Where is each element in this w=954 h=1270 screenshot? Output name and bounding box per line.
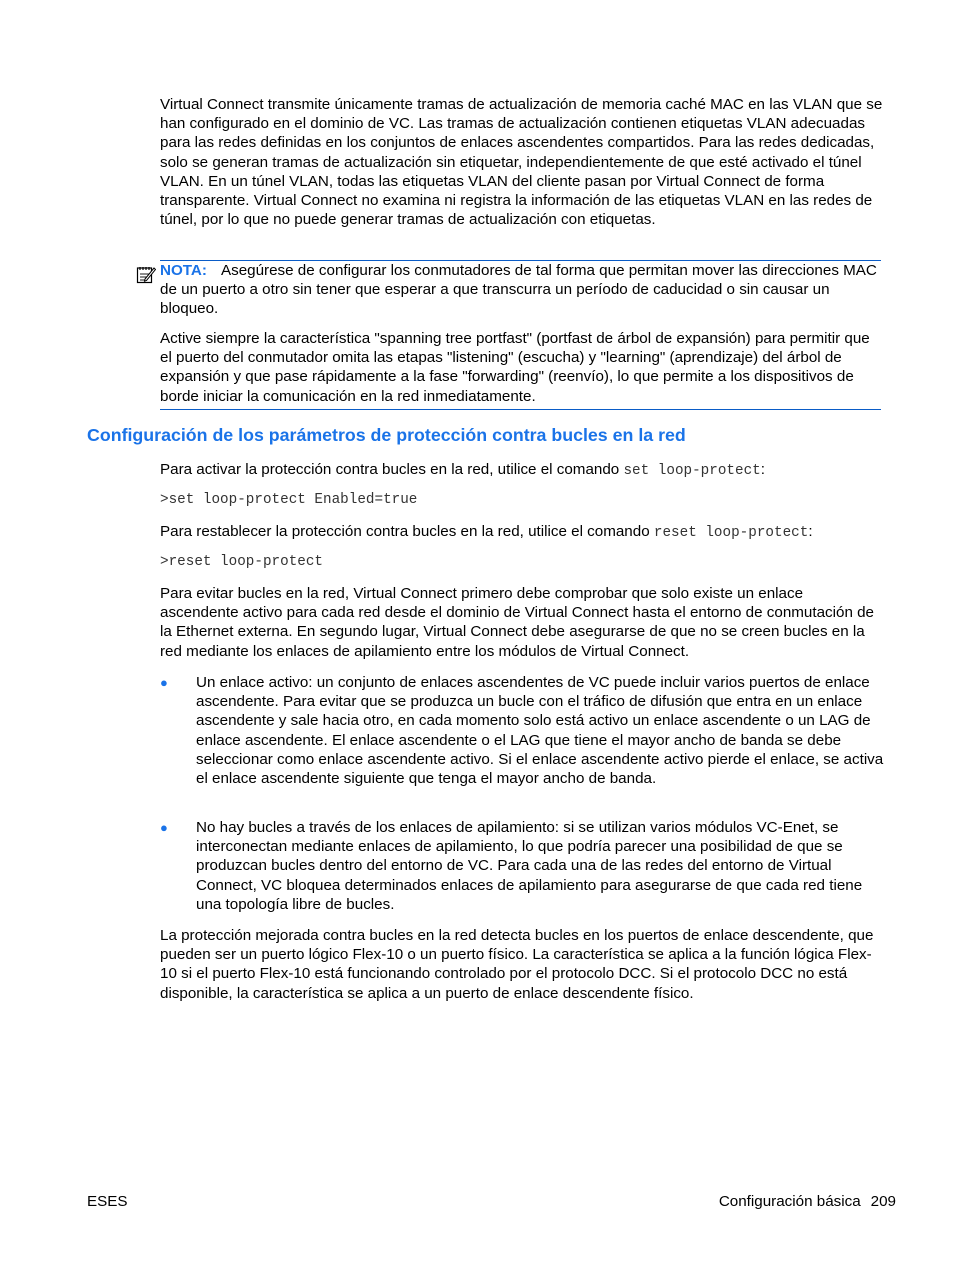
note-pad-icon — [136, 264, 156, 284]
note-label: NOTA: — [160, 262, 207, 279]
note-text: Asegúrese de configurar los conmutadores de tal forma que permitan mover las direcciones MAC de un puerto a otro sin tener que esperar a que transcurra un período de caducidad o sin causar un bloqueo. — [160, 262, 877, 318]
activate-command: set loop-protect — [623, 463, 761, 479]
reset-text: Para restablecer la protección contra bucles en la red, utilice el comando — [160, 523, 654, 540]
note-paragraph — [160, 261, 884, 319]
reset-paragraph — [160, 522, 884, 543]
avoid-paragraph: Para evitar bucles en la red, Virtual Connect primero debe comprobar que solo existe un enlace ascendente activo para cada red desde el dominio de Virtual Connect hasta el entorno de conmutación de la Ethernet externa. En segundo lugar, Virtual Connect debe asegurarse de que no se creen bucles en la red mediante los enlaces de apilamiento entre los módulos de Virtual Connect. — [160, 585, 875, 660]
bullet-text: No hay bucles a través de los enlaces de apilamiento: si se utilizan varios módulos VC-Enet, se interconectan mediante enlaces de apilamiento, lo que podría parecer una posibilidad de que se produzcan bucles dentro del entorno de VC. Para cada una de las redes del entorno de Virtual Connect, VC bloquea determinados enlaces de apilamiento para asegurarse de que cada red tiene una topología libre de bucles. — [196, 819, 863, 913]
page-number: 209 — [870, 1193, 896, 1210]
section-heading: Configuración de los parámetros de protección contra bucles en la red — [87, 425, 686, 445]
intro-paragraph: Virtual Connect transmite únicamente tramas de actualización de memoria caché MAC en las VLAN que se han configurado en el dominio de VC. Las tramas de actualización contienen etiquetas VLAN adecuadas para las redes definidas en los conjuntos de enlaces ascendentes compartidos. Para las redes dedicadas, solo se generan tramas de actualización sin etiquetar, independientemente de que esté activado el túnel VLAN. En un túnel VLAN, todas las etiquetas VLAN del cliente pasan por Virtual Connect de forma transparente. Virtual Connect no examina ni registra la información de las etiquetas VLAN en las redes de túnel, por lo que no puede generar tramas de actualización con etiquetas. — [160, 96, 883, 229]
footer-locale: ESES — [87, 1193, 128, 1210]
footer-section — [719, 1192, 896, 1211]
activate-suffix: : — [760, 461, 765, 478]
activate-paragraph — [160, 460, 884, 481]
reset-command: reset loop-protect — [653, 525, 809, 541]
activate-text: Para activar la protección contra bucles en la red, utilice el comando — [160, 461, 624, 478]
enhanced-paragraph: La protección mejorada contra bucles en la red detecta bucles en los puertos de enlace descendente, que pueden ser un puerto lógico Flex-10 o un puerto físico. La característica se aplica a la función lógica Flex-10 si el puerto Flex-10 está funcionando controlado por el protocolo DCC. Si el protocolo DCC no está disponible, la característica se aplica a un puerto de enlace descendente físico. — [160, 927, 874, 1002]
note-paragraph-2: Active siempre la característica "spanning tree portfast" (portfast de árbol de expansión) para permitir que el puerto del conmutador omita las etapas "listening" (escucha) y "learning" (aprendizaje) del árbol de expansión y que pase rápidamente a la fase "forwarding" (reenvío), lo que permite a los dispositivos de borde iniciar la comunicación en la red inmediatamente. — [160, 330, 870, 405]
bullet-icon: ● — [160, 675, 168, 690]
bullet-text: Un enlace activo: un conjunto de enlaces ascendentes de VC puede incluir varios puertos de enlace ascendente. Para evitar que se produzca un bucle con el tráfico de difusión que entra en un enlace ascendente y sale hacia otro, en cada momento solo está activo un enlace ascendente o un LAG de enlace ascendente. El enlace ascendente o el LAG que tiene el mayor ancho de banda se debe seleccionar como enlace ascendente activo. Si el enlace ascendente activo pierde el enlace, se activa el enlace ascendente siguiente que tenga el mayor ancho de banda. — [196, 674, 884, 788]
reset-suffix: : — [808, 523, 813, 540]
reset-code-block: >reset loop-protect — [160, 554, 324, 570]
activate-code-block: >set loop-protect Enabled=true — [160, 492, 418, 508]
bullet-icon: ● — [160, 820, 168, 835]
footer-section-title: Configuración básica — [718, 1193, 861, 1210]
